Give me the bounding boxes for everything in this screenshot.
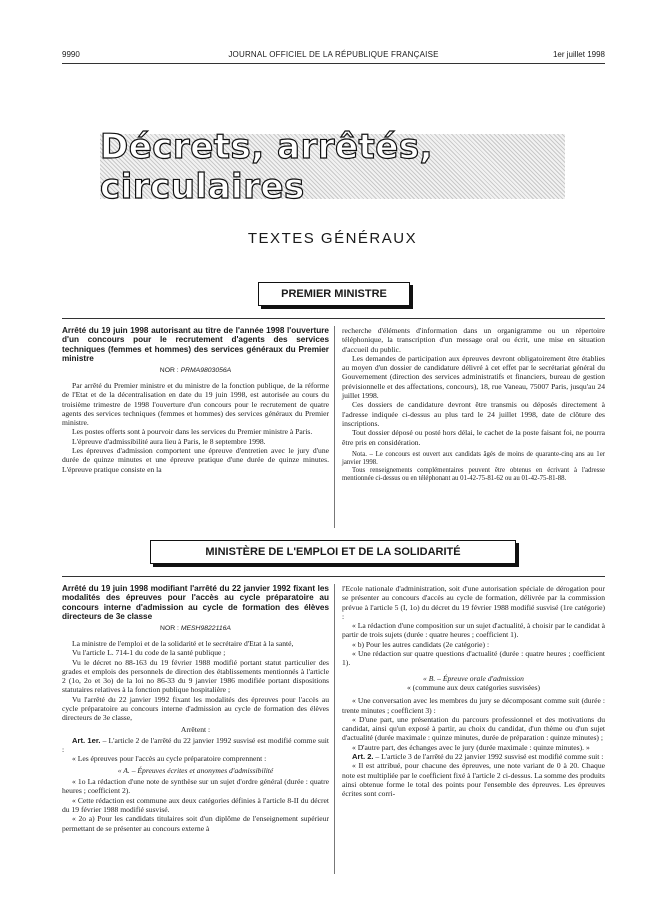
paragraph: « 1o La rédaction d'une note de synthèse sur un sujet d'ordre général (durée : quatre heures ; coefficient 2). (62, 777, 329, 796)
paragraph: « Les épreuves pour l'accès au cycle préparatoire comprennent : (72, 754, 267, 764)
banner (100, 126, 565, 207)
paragraph: Tout dossier déposé ou posté hors délai, le cachet de la poste faisant foi, ne pourra être pris en considération. (342, 428, 605, 447)
article1-title: Arrêté du 19 juin 1998 autorisant au titre de l'année 1998 l'ouverture d'un concours pour le recrutement d'agents des services techniques (femmes et hommes) des services généraux du Premier ministre (62, 326, 329, 364)
art1-label: Art. 1er. (72, 735, 101, 745)
art2-label: Art. 2. (352, 752, 374, 762)
paragraph: « La rédaction d'une composition sur un sujet d'actualité, à choisir par le candidat à partir de trois sujets (durée : quatre heures ; coefficient 1). (342, 621, 605, 640)
paragraph: La ministre de l'emploi et de la solidarité et le secrétaire d'Etat à la santé, (72, 638, 294, 648)
paragraph: « D'une part, une présentation du parcours professionnel et des motivations du candidat, ainsi qu'un exposé à partir, au choix du candidat, d'un thème ou d'un sujet d'actualité (durée maximale : quinze minutes, durée de préparation : quinze minutes) ; (342, 714, 605, 743)
art1-text: – L'article 2 de l'arrêté du 22 janvier 1992 susvisé est modifié comme suit : (62, 735, 330, 755)
paragraph: Vu l'article L. 714-1 du code de la santé publique ; (72, 648, 226, 658)
column-divider (334, 326, 335, 528)
article2-right-column (342, 584, 605, 799)
paragraph: « Cette rédaction est commune aux deux catégories définies à l'article 8-II du décret du 19 février 1988 modifié susvisé. (62, 795, 329, 814)
paragraph: « Une conversation avec les membres du jury se décomposant comme suit (durée : trente minutes ; coefficient 3) : (342, 696, 605, 715)
paragraph: Vu l'arrêté du 22 janvier 1992 fixant les modalités des épreuves pour l'accès au cycle préparatoire au concours interne d'admission au cycle de formation des élèves directeurs de 3e classe, (62, 694, 329, 723)
article1-left-column (62, 326, 329, 474)
section-separator (62, 318, 605, 319)
article-1 (62, 736, 329, 755)
paragraph: « 2o a) Pour les candidats titulaires soit d'un diplôme de l'enseignement supérieur permettant de se présenter au concours externe à (62, 814, 329, 833)
article2-title: Arrêté du 19 juin 1998 modifiant l'arrêté du 22 janvier 1992 fixant les modalités des épreuves pour l'accès au cycle préparatoire au concours interne d'admission au cycle de formation des élèves directeurs de 3e classe (62, 584, 329, 622)
paragraph: Les postes offerts sont à pourvoir dans les services du Premier ministre à Paris. (72, 427, 313, 437)
nor-code: PRMA9803056A (180, 366, 232, 374)
article-2 (342, 752, 605, 761)
paragraph: Ces dossiers de candidature devront être transmis ou déposés directement à l'adresse indiquée ci-dessus au plus tard le 24 juillet 1998, date de clôture des inscriptions. (342, 400, 605, 428)
sub-heading-b: « B. – Épreuve orale d'admission (423, 673, 524, 683)
nor-label: NOR : (160, 624, 179, 632)
sub-heading-b2: « (commune aux deux catégories susvisées) (406, 682, 541, 692)
paragraph: recherche d'éléments d'information dans un organigramme ou un répertoire téléphonique, la transcription d'un message oral ou écrit, une mise en situation d'accueil du public. (342, 326, 605, 354)
header-rule (62, 63, 605, 64)
column-divider (334, 584, 335, 874)
paragraph: L'épreuve d'admissibilité aura lieu à Paris, le 8 septembre 1998. (72, 436, 266, 446)
paragraph: « Une rédaction sur quatre questions d'actualité (durée : quatre heures ; coefficient 1). (342, 649, 605, 668)
article1-right-column (342, 326, 605, 484)
art2-text: – L'article 3 de l'arrêté du 22 janvier 1992 susvisé est modifié comme suit : (373, 752, 604, 762)
paragraph: « Il est attribué, pour chacune des épreuves, une note variant de 0 à 20. Chaque note est multipliée par le coefficient fixé à l'article 2 ci-dessus. La somme des produits ainsi obtenue forme le total des points pour l'ensemble des épreuves. Les épreuves écrites sont corri- (342, 761, 605, 799)
paragraph: Vu le décret no 88-163 du 19 février 1988 modifié portant statut particulier des grades et emplois des personnels de direction des établissements mentionnés à l'article 2 (1o, 2o et 3o) de la loi no 86-33 du 9 janvier 1986 modifiée portant dispositions statutaires relatives à la fonction publique hospitalière ; (62, 657, 329, 695)
section-heading: TEXTES GÉNÉRAUX (247, 230, 418, 247)
paragraph: Les épreuves d'admission comportent une épreuve d'entretien avec le jury d'une durée de quinze minutes et une épreuve pratique d'une durée de quinze minutes. L'épreuve pratique consiste en la (62, 446, 329, 474)
ministry-premier-ministre: PREMIER MINISTRE (258, 282, 410, 306)
nota: Nota. – Le concours est ouvert aux candidats âgés de moins de quarante-cinq ans au 1er janvier 1998. (342, 450, 605, 467)
article2-left-column (62, 584, 329, 833)
page-number: 9990 (62, 50, 80, 59)
sub-heading-a: « A. – Épreuves écrites et anonymes d'admissibilité (117, 765, 274, 775)
arretent: Arrêtent : (180, 724, 211, 734)
paragraph: « b) Pour les autres candidats (2e catégorie) : (352, 639, 490, 649)
paragraph: Les demandes de participation aux épreuves devront obligatoirement être établies au moyen d'un dossier de candidature délivré à cet effet par le secrétariat général du Gouvernement (direction des services administratifs et financiers, bureau de gestion prévisionnelle et des affectations, concours), 18, rue Vaneau, 75007 Paris, jusqu'au 24 juillet 1998. (342, 353, 605, 401)
banner-title: Décrets, arrêtés, circulaires (100, 126, 434, 207)
article1-nor (62, 366, 329, 375)
nota-info: Tous renseignements complémentaires peuvent être obtenus en écrivant à l'adresse mentionnée ci-dessus ou en téléphonant au 01-42-75-81-62 ou au 01-42-75-81-88. (342, 467, 605, 483)
paragraph: Par arrêté du Premier ministre et du ministre de la fonction publique, de la réforme de l'Etat et de la décentralisation en date du 19 juin 1998, est autorisée au cours du troisième trimestre de 1998 l'ouverture d'un concours pour le recrutement de quatre agents des services techniques (femmes et hommes) des services généraux du Premier ministre. (62, 380, 329, 428)
paragraph: l'Ecole nationale d'administration, soit d'une autorisation spéciale de dérogation pour se présenter au concours d'accès au cycle de formation, délivrée par la commission prévue à l'article 5 (I, 1o) du décret du 19 février 1988 modifié susvisé (1re catégorie) : (342, 584, 605, 621)
journal-title: JOURNAL OFFICIEL DE LA RÉPUBLIQUE FRANÇAISE (228, 50, 439, 59)
issue-date: 1er juillet 1998 (552, 50, 605, 59)
nor-code: MESH9822116A (180, 624, 231, 632)
paragraph: « D'autre part, des échanges avec le jury (durée maximale : quinze minutes). » (352, 742, 590, 752)
section-separator (62, 576, 605, 577)
article2-nor (62, 624, 329, 633)
nor-label: NOR : (159, 366, 179, 374)
ministry-emploi-solidarite: MINISTÈRE DE L'EMPLOI ET DE LA SOLIDARITÉ (150, 540, 516, 564)
